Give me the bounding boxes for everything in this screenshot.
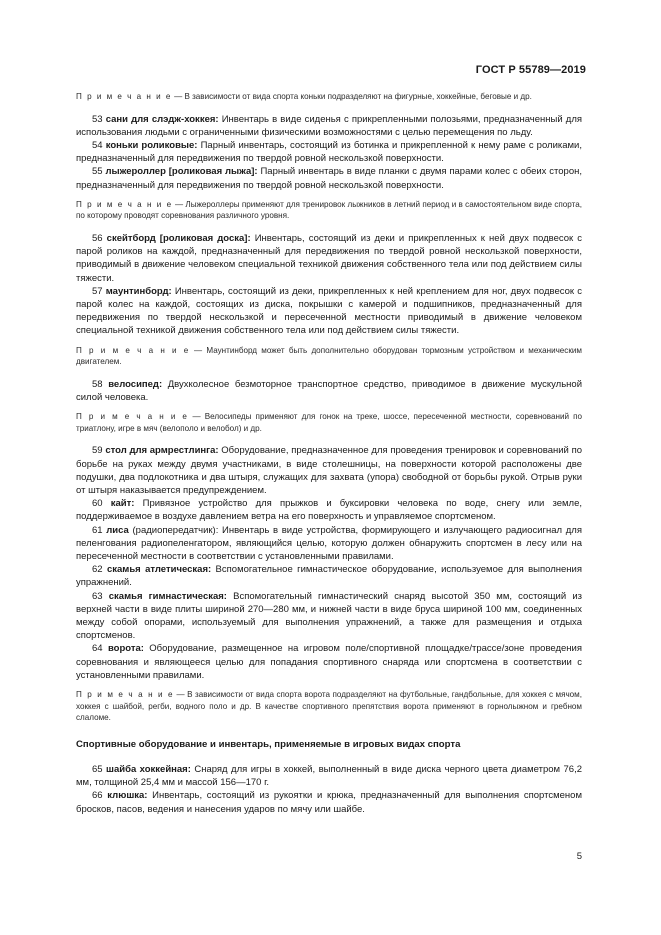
entry-term: стол для армрестлинга: [105,445,219,457]
term-entry-66 [76,789,582,815]
term-entry-61 [76,524,582,564]
entry-number: 57 [92,285,103,297]
note [76,199,582,222]
entry-number: 62 [92,564,103,576]
note [76,411,582,434]
section-title: Спортивные оборудование и инвентарь, применяемые в игровых видах спорта [76,738,461,750]
term-entry-54 [76,139,582,165]
entry-number: 64 [92,643,103,655]
term-entry-65 [76,763,582,789]
entry-term: скамья атлетическая: [106,564,212,576]
term-entry-58 [76,378,582,404]
document-header: ГОСТ Р 55789—2019 [475,64,586,76]
entry-term: кайт: [110,498,135,510]
entry-number: 61 [92,524,103,536]
entry-text: Привязное устройство для прыжков и буксировки человека по воде, снегу или земле, поддерживаемое в воздухе давлением ветра на его поверхность и управляемое спортсменом. [76,498,582,523]
entry-term: велосипед: [108,378,163,390]
term-entry-63 [76,590,582,643]
entry-term: шайба хоккейная: [106,764,191,776]
term-entry-57 [76,285,582,338]
entry-text: Парный инвентарь в виде планки с двумя парами колес с обеих сторон, предназначенный для передвижения по твердой ровной нескользкой поверхности. [76,166,582,191]
note-text: — Лыжероллеры применяют для тренировок лыжников в летний период и в самостоятельном виде спорта, по которому проводят соревнования различного уровня. [76,199,582,221]
note-label: П р и м е ч а н и е [76,690,175,700]
entry-text: (радиопередатчик): Инвентарь в виде устройства, формирующего и излучающего радиосигнал для пеленгования радиопеленгатором, являющийся целью, которую должен обнаружить спортсмен в лесу или на пересеченной местности в соответствии с установленными правилами. [76,524,582,563]
note-label: П р и м е ч а н и е [76,345,190,355]
entry-number: 53 [92,113,103,125]
note-label: П р и м е ч а н и е [76,92,172,101]
entry-term: сани для слэдж-хоккея: [105,113,219,125]
entry-text: Инвентарь, состоящий из деки и прикрепленных к ней двух подвесок с парой роликов на каждой, предназначенный для передвижения по твердой ровной нескользкой поверхности, приводимый в движение человеком специальной техникой движения собственного тела или под действием силы тяжести. [76,233,582,284]
note [76,91,582,103]
entry-term: коньки роликовые: [105,140,198,151]
note-label: П р и м е ч а н и е [76,199,173,209]
entry-term: лиса [106,524,129,536]
note [76,689,582,724]
term-entry-55 [76,165,582,191]
entry-number: 56 [92,233,103,244]
note-text: — Велосипеды применяют для гонок на треке, шоссе, пересеченной местности, соревнований по триатлону, игре в мяч (велополо и велобол) и др. [76,412,582,433]
entry-term: скамья гимнастическая: [108,590,227,602]
entry-number: 60 [92,498,103,510]
entry-number: 63 [92,590,103,602]
entry-number: 65 [92,764,103,776]
entry-text: Снаряд для игры в хоккей, выполненный в виде диска черного цвета диаметром 76,2 мм, толщиной 25,4 мм и массой 156—170 г. [76,764,583,789]
term-entry-62 [76,563,582,589]
entry-text: Оборудование, предназначенное для проведения тренировок и соревнований по борьбе на руках между двумя участниками, в виде столешницы, на поверхности которой расположены две подушки, два подлокотника и два штыря, служащих для захвата (упора) свободной от борьбы рукой. Отрыв руки от штыря наказывается предупреждением. [76,445,583,497]
entry-text: Двухколесное безмоторное транспортное средство, приводимое в движение мускульной силой человека. [76,378,583,404]
entry-text: Инвентарь, состоящий из рукоятки и крюка, предназначенный для выполнения спортсменом бросков, пасов, ведения и нанесения ударов по мячу или шайбе. [76,790,582,815]
entry-text: Оборудование, размещенное на игровом поле/спортивной площадке/трассе/зоне проведения соревнования и являющееся целью для попадания спортивного снаряда или спортсмена в соответствии с установленными правилами. [76,643,582,681]
entry-term: скейтборд [роликовая доска]: [106,233,251,244]
term-entry-59 [76,444,582,497]
entry-number: 55 [92,166,103,178]
term-entry-56 [76,232,582,285]
entry-number: 54 [92,140,103,151]
note [76,345,582,368]
term-entry-64 [76,642,582,682]
note-text: — Маунтинборд может быть дополнительно оборудован тормозным устройством и механическим двигателем. [76,345,582,367]
entry-term: клюшка: [107,790,148,802]
entry-text: Парный инвентарь, состоящий из ботинка и прикрепленной к нему раме с роликами, предназначенный для передвижения по твердой ровной нескользкой поверхности. [76,140,583,165]
page-number: 5 [576,851,582,862]
term-entry-60 [76,497,582,523]
entry-number: 58 [92,378,103,390]
note-text: — В зависимости от вида спорта ворота подразделяют на футбольные, гандбольные, для хоккея с мячом, хоккея с шайбой, регби, водного поло и др. В качестве спортивного препятствия ворота применяют в горнолыжном и гребном слаломе. [76,690,582,723]
note-text: — В зависимости от вида спорта коньки подразделяют на фигурные, хоккейные, беговые и др. [171,92,532,101]
entry-number: 66 [92,790,103,802]
entry-term: лыжероллер [роликовая лыжа]: [105,166,258,178]
entry-text: Инвентарь в виде сиденья с прикрепленными полозьями, предназначенный для использования людьми с ограниченными физическими возможностями с целью перемещения по льду. [76,113,583,138]
entry-text: Вспомогательный гимнастический снаряд высотой 350 мм, состоящий из верхней части в виде плиты шириной 270—280 мм, и нижней части в виде бруса шириной 100 мм, соединенных между собой опорами, используемый для выполнения упражнений, а также для размещения и отдыха спортсменов. [76,590,582,642]
note-label: П р и м е ч а н и е [76,412,189,422]
entry-text: Вспомогательное гимнастическое оборудование, используемое для выполнения упражнений. [76,564,582,589]
term-entry-53 [76,113,582,139]
entry-term: ворота: [107,643,144,655]
entry-number: 59 [92,445,103,457]
entry-text: Инвентарь, состоящий из деки, прикрепленных к ней креплением для ног, двух подвесок с парой колес на каждой, состоящих из диска, покрышки с камерой и подшипников, предназначенный для передвижения по твердой нескользкой и пересеченной местности приводимый в движение человеком специальной техникой движения собственного тела или под действием силы тяжести. [76,285,582,337]
document-body [76,91,582,816]
entry-term: маунтинборд: [105,285,172,297]
